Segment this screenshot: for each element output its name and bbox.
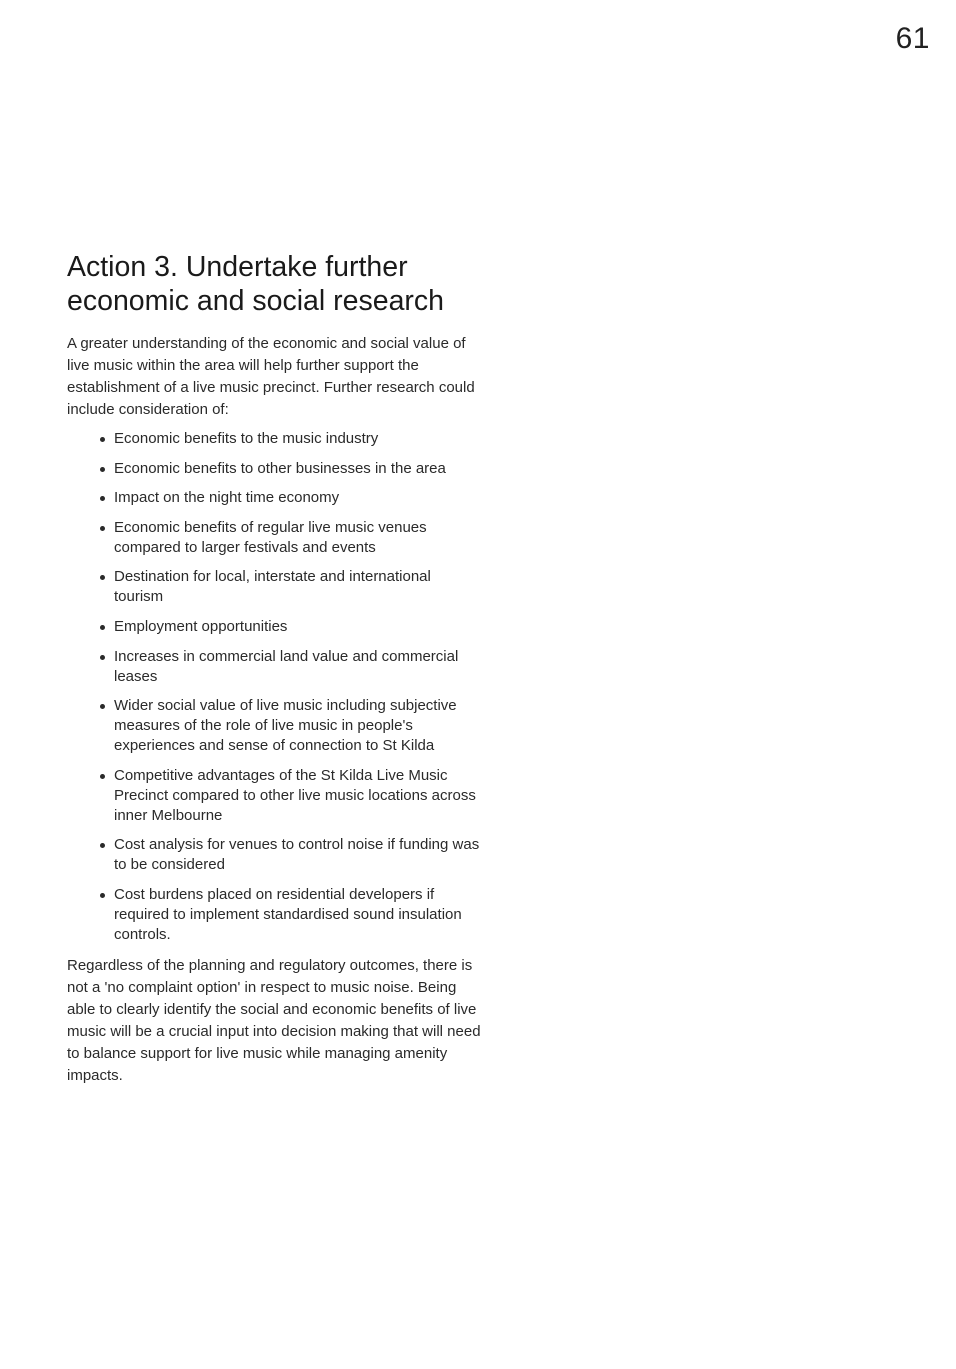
list-item-text: Economic benefits to other businesses in the area (114, 459, 446, 477)
list-item-text: Cost analysis for venues to control noise if funding was to be considered (114, 836, 480, 874)
section-heading-line-1: Action 3. Undertake further (67, 251, 408, 283)
bullet-icon (100, 704, 105, 709)
bullet-icon (100, 437, 105, 442)
list-item-text: Employment opportunities (114, 617, 288, 635)
closing-paragraph: Regardless of the planning and regulatory outcomes, there is not a 'no complaint option' in respect to music noise. Being able to clearly identify the social and economic benefits of live music will be a crucial input into decision making that will need to balance support for live music while managing amenity impacts. (67, 956, 481, 1084)
list-item (114, 459, 481, 479)
bullet-icon (100, 575, 105, 580)
list-item-text: Economic benefits to the music industry (114, 430, 379, 447)
list-item (114, 488, 481, 508)
bullet-icon (100, 655, 105, 660)
section-heading (67, 250, 481, 318)
list-item-text: Wider social value of live music including subjective measures of the role of live music in people's experiences and sense of connection to St Kilda (114, 697, 457, 755)
list-item-text: Impact on the night time economy (114, 489, 340, 507)
list-item (114, 429, 481, 449)
list-item-text: Economic benefits of regular live music venues compared to larger festivals and events (114, 518, 427, 556)
list-item (114, 518, 481, 558)
section-heading-line-2: economic and social research (67, 285, 445, 317)
bullet-icon (100, 843, 105, 848)
page-number: 61 (895, 22, 930, 55)
list-item (114, 835, 481, 875)
bullet-icon (100, 774, 105, 779)
list-item-text: Competitive advantages of the St Kilda Live Music Precinct compared to other live music locations across inner Melbourne (114, 766, 476, 824)
list-item-text: Cost burdens placed on residential developers if required to implement standardised sound insulation controls. (114, 885, 462, 943)
research-bullet-list (67, 429, 481, 945)
bullet-icon (100, 467, 105, 472)
list-item (114, 617, 481, 637)
list-item-text: Destination for local, interstate and international tourism (114, 568, 431, 606)
list-item-text: Increases in commercial land value and commercial leases (114, 647, 459, 685)
bullet-icon (100, 625, 105, 630)
section-content (67, 250, 481, 1087)
bullet-icon (100, 496, 105, 501)
list-item (114, 766, 481, 826)
intro-paragraph: A greater understanding of the economic and social value of live music within the area will help further support the establishment of a live music precinct. Further research could include consideration of: (67, 335, 475, 418)
bullet-icon (100, 526, 105, 531)
list-item (114, 885, 481, 945)
list-item (114, 696, 481, 756)
list-item (114, 647, 481, 687)
bullet-icon (100, 893, 105, 898)
list-item (114, 567, 481, 607)
